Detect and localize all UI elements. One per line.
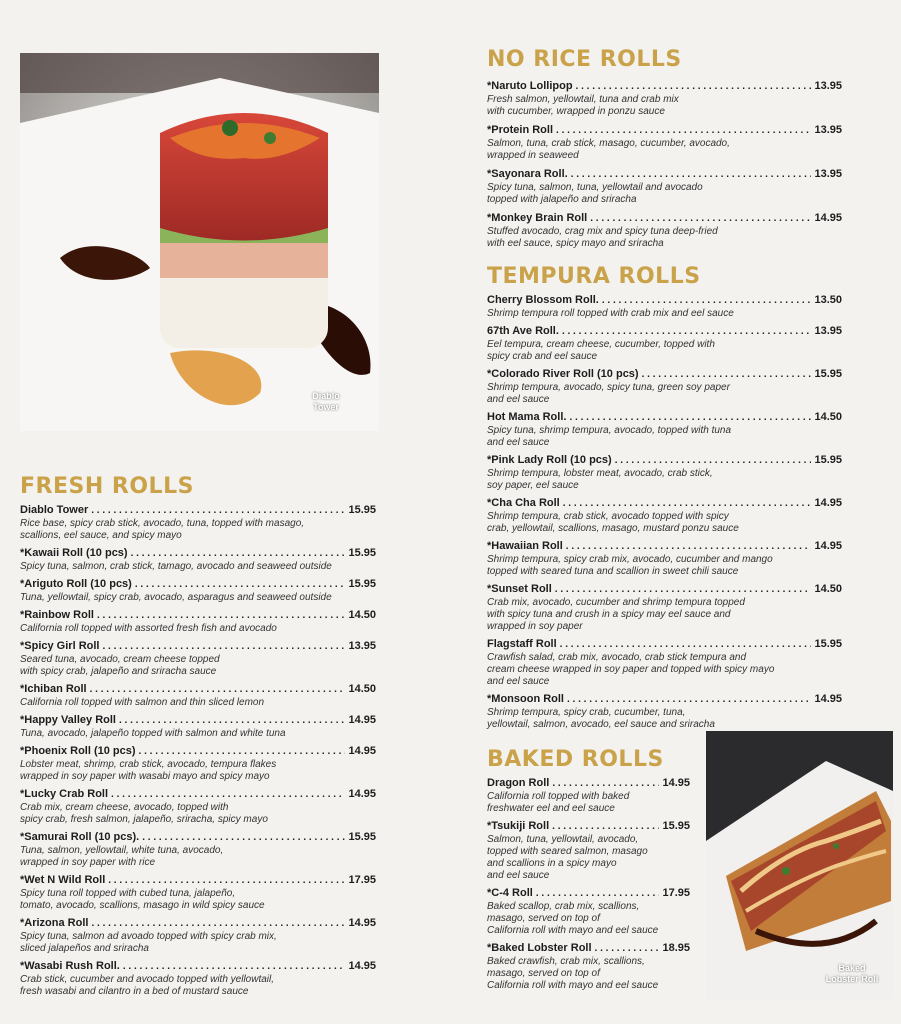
menu-item-description: Crawfish salad, crab mix, avocado, crab stick tempura and cream cheese wrapped in soy paper and topped with spicy mayo and eel sauce	[487, 652, 775, 687]
menu-item-header	[487, 637, 842, 652]
menu-item-name: *Tsukiji Roll	[487, 820, 550, 832]
dot-leader	[563, 497, 812, 511]
baked-lobster-roll-photo	[706, 731, 893, 999]
menu-item-price: 14.95	[814, 693, 842, 705]
menu-item-description: Eel tempura, cream cheese, cucumber, topped with spicy crab and eel sauce	[487, 339, 715, 362]
menu-item-header	[20, 577, 376, 592]
menu-item-price: 14.50	[348, 683, 376, 695]
menu-item-name: *Phoenix Roll (10 pcs)	[20, 745, 136, 757]
menu-item-name: *Happy Valley Roll	[20, 714, 116, 726]
menu-item-header	[20, 682, 376, 697]
menu-item-description: Spicy tuna, salmon ad avoado topped with spicy crab mix, sliced jalapeños and sriracha	[20, 931, 277, 954]
menu-item-price: 15.95	[814, 638, 842, 650]
menu-item-description: Crab mix, cream cheese, avocado, topped with spicy crab, fresh salmon, jalapeño, sriracha, spicy mayo	[20, 802, 268, 825]
menu-item	[487, 941, 690, 992]
dot-leader	[555, 583, 812, 597]
menu-item-price: 17.95	[662, 887, 690, 899]
menu-item-description: Shrimp tempura roll topped with crab mix and eel sauce	[487, 308, 734, 319]
menu-item-header	[487, 79, 842, 94]
dot-leader	[97, 609, 346, 623]
menu-item-header	[487, 324, 842, 339]
menu-item	[487, 582, 842, 633]
menu-item-name: *Ichiban Roll	[20, 683, 87, 695]
menu-item-description: Salmon, tuna, yellowtail, avocado, topped with seared salmon, masago and scallions in a spicy mayo and eel sauce	[487, 834, 648, 881]
menu-item-header	[20, 639, 376, 654]
menu-item-header	[20, 713, 376, 728]
menu-item-price: 14.95	[348, 917, 376, 929]
menu-item-description: California roll topped with assorted fresh fish and avocado	[20, 623, 277, 634]
fresh-rolls-list	[20, 503, 376, 1002]
menu-item	[20, 503, 376, 542]
menu-item	[20, 873, 376, 912]
menu-item	[20, 608, 376, 635]
menu-item-header	[487, 123, 842, 138]
diablo-tower-caption: Diablo Tower	[312, 391, 340, 412]
menu-item-description: Seared tuna, avocado, cream cheese topped with spicy crab, jalapeño and sriracha sauce	[20, 654, 220, 677]
menu-item-name: *Ariguto Roll (10 pcs)	[20, 578, 132, 590]
menu-item-description: Baked scallop, crab mix, scallions, masago, served on top of California roll with mayo and eel sauce	[487, 901, 659, 936]
menu-item	[487, 123, 842, 162]
menu-item-name: *Protein Roll	[487, 124, 554, 136]
menu-item-price: 15.95	[348, 578, 376, 590]
menu-item-price: 14.50	[814, 411, 842, 423]
dot-leader	[90, 683, 346, 697]
menu-item-price: 14.95	[348, 960, 376, 972]
menu-item-name: Dragon Roll	[487, 777, 550, 789]
dot-leader	[139, 745, 346, 759]
menu-item-name: *Rainbow Roll	[20, 609, 94, 621]
menu-item-description: Tuna, salmon, yellowtail, white tuna, avocado, wrapped in soy paper with rice	[20, 845, 224, 868]
menu-item-name: *Pink Lady Roll (10 pcs)	[487, 454, 612, 466]
menu-item-price: 14.95	[814, 212, 842, 224]
menu-item-price: 13.95	[814, 168, 842, 180]
dot-leader	[123, 960, 346, 974]
dot-leader	[615, 454, 812, 468]
menu-item-header	[487, 776, 690, 791]
menu-item-description: Lobster meat, shrimp, crab stick, avocado, tempura flakes wrapped in soy paper with wasabi mayo and spicy mayo	[20, 759, 277, 782]
menu-item-header	[20, 546, 376, 561]
menu-item-description: Stuffed avocado, crag mix and spicy tuna deep-fried with eel sauce, spicy mayo and sriracha	[487, 226, 718, 249]
dot-leader	[552, 777, 659, 791]
tempura-rolls-title: TEMPURA ROLLS	[487, 264, 701, 289]
menu-item	[20, 713, 376, 740]
menu-item-header	[20, 744, 376, 759]
menu-item-price: 14.95	[348, 788, 376, 800]
dot-leader	[569, 411, 811, 425]
menu-item	[20, 682, 376, 709]
menu-item-header	[20, 608, 376, 623]
menu-item-header	[487, 819, 690, 834]
dot-leader	[102, 640, 345, 654]
menu-item-header	[487, 539, 842, 554]
menu-item	[20, 916, 376, 955]
menu-item-price: 15.95	[348, 504, 376, 516]
menu-item-header	[487, 367, 842, 382]
menu-item	[20, 639, 376, 678]
dot-leader	[119, 714, 345, 728]
dot-leader	[91, 504, 345, 518]
menu-item	[487, 539, 842, 578]
menu-item-price: 15.95	[814, 368, 842, 380]
dot-leader	[595, 942, 660, 956]
menu-item-name: *Baked Lobster Roll	[487, 942, 592, 954]
fresh-rolls-title: FRESH ROLLS	[20, 474, 194, 499]
dot-leader	[560, 638, 812, 652]
no-rice-rolls-list	[487, 79, 842, 255]
menu-item-price: 18.95	[662, 942, 690, 954]
menu-item-description: Shrimp tempura, crab stick, avocado topped with spicy crab, yellowtail, scallions, masago, mustard ponzu sauce	[487, 511, 739, 534]
menu-item-header	[487, 211, 842, 226]
menu-item-header	[487, 453, 842, 468]
menu-item	[487, 211, 842, 250]
menu-item-header	[487, 582, 842, 597]
menu-item-name: *Wet N Wild Roll	[20, 874, 106, 886]
dot-leader	[566, 540, 812, 554]
menu-item	[487, 167, 842, 206]
menu-item-name: *Wasabi Rush Roll.	[20, 960, 120, 972]
menu-item-header	[487, 941, 690, 956]
menu-item-price: 14.50	[348, 609, 376, 621]
menu-item-price: 17.95	[348, 874, 376, 886]
dot-leader	[590, 212, 811, 226]
menu-item-name: *Hawaiian Roll	[487, 540, 563, 552]
menu-item-price: 15.95	[662, 820, 690, 832]
menu-item-name: *Sunset Roll	[487, 583, 552, 595]
dot-leader	[576, 80, 812, 94]
menu-item-description: California roll topped with baked freshwater eel and eel sauce	[487, 791, 630, 814]
menu-item-name: Diablo Tower	[20, 504, 89, 516]
dot-leader	[556, 124, 811, 138]
menu-item-name: *C-4 Roll	[487, 887, 533, 899]
menu-item-name: Cherry Blossom Roll.	[487, 294, 599, 306]
menu-item	[20, 787, 376, 826]
menu-item-header	[20, 787, 376, 802]
menu-item-description: Fresh salmon, yellowtail, tuna and crab mix with cucumber, wrapped in ponzu sauce	[487, 94, 679, 117]
menu-item-header	[487, 886, 690, 901]
menu-item-price: 14.95	[348, 745, 376, 757]
menu-item-name: *Naruto Lollipop	[487, 80, 573, 92]
menu-item-description: Crab stick, cucumber and avocado topped with yellowtail, fresh wasabi and cilantro in a bed of mustard sauce	[20, 974, 275, 997]
menu-item-name: Flagstaff Roll	[487, 638, 557, 650]
menu-item-description: Tuna, avocado, jalapeño topped with salmon and white tuna	[20, 728, 286, 739]
menu-item-name: Hot Mama Roll.	[487, 411, 567, 423]
menu-item-description: Rice base, spicy crab stick, avocado, tuna, topped with masago, scallions, eel sauce, and spicy mayo	[20, 518, 305, 541]
menu-item-price: 14.95	[348, 714, 376, 726]
menu-item	[20, 546, 376, 573]
baked-rolls-list	[487, 776, 690, 996]
menu-item-header	[20, 873, 376, 888]
menu-item-description: Shrimp tempura, lobster meat, avocado, crab stick, soy paper, eel sauce	[487, 468, 713, 491]
menu-item-price: 15.95	[348, 831, 376, 843]
menu-item-description: Shrimp tempura, avocado, spicy tuna, green soy paper and eel sauce	[487, 382, 730, 405]
menu-item-header	[20, 830, 376, 845]
menu-item-header	[487, 410, 842, 425]
menu-item-name: *Cha Cha Roll	[487, 497, 560, 509]
menu-item	[487, 293, 842, 320]
menu-item-name: *Sayonara Roll.	[487, 168, 568, 180]
dot-leader	[91, 917, 345, 931]
dot-leader	[562, 325, 812, 339]
menu-item-header	[487, 293, 842, 308]
menu-item-header	[20, 916, 376, 931]
menu-item-name: *Lucky Crab Roll	[20, 788, 109, 800]
menu-item-price: 14.50	[814, 583, 842, 595]
dot-leader	[567, 693, 811, 707]
menu-item-header	[487, 692, 842, 707]
dot-leader	[642, 368, 812, 382]
menu-item-description: Crab mix, avocado, cucumber and shrimp tempura topped with spicy tuna and crush in a spicy may eel sauce and wrapped in soy paper	[487, 597, 745, 632]
menu-item-header	[487, 496, 842, 511]
menu-item-name: *Monsoon Roll	[487, 693, 564, 705]
menu-item	[487, 410, 842, 449]
menu-item-description: Baked crawfish, crab mix, scallions, masago, served on top of California roll with mayo and eel sauce	[487, 956, 659, 991]
menu-item-header	[20, 503, 376, 518]
menu-item	[20, 830, 376, 869]
menu-item-description: Tuna, yellowtail, spicy crab, avocado, asparagus and seaweed outside	[20, 592, 332, 603]
menu-item-name: *Kawaii Roll (10 pcs)	[20, 547, 128, 559]
menu-item-name: *Colorado River Roll (10 pcs)	[487, 368, 639, 380]
dot-leader	[536, 887, 660, 901]
dot-leader	[571, 168, 812, 182]
baked-rolls-title: BAKED ROLLS	[487, 747, 664, 772]
dot-leader	[111, 788, 345, 802]
menu-item-price: 15.95	[348, 547, 376, 559]
diablo-tower-photo	[20, 53, 379, 431]
menu-item	[487, 776, 690, 815]
menu-item-name: *Arizona Roll	[20, 917, 89, 929]
menu-item-price: 14.95	[814, 497, 842, 509]
menu-item	[487, 819, 690, 882]
dot-leader	[142, 831, 345, 845]
tempura-rolls-list	[487, 293, 842, 735]
dot-leader	[131, 547, 346, 561]
dot-leader	[108, 874, 345, 888]
dot-leader	[135, 578, 346, 592]
menu-item-name: *Spicy Girl Roll	[20, 640, 100, 652]
menu-item-description: Spicy tuna, salmon, crab stick, tamago, avocado and seaweed outside	[20, 561, 332, 572]
menu-item-price: 13.95	[348, 640, 376, 652]
baked-lobster-roll-caption: Baked Lobster Roll	[825, 963, 879, 984]
menu-item-description: Spicy tuna, shrimp tempura, avocado, topped with tuna and eel sauce	[487, 425, 732, 448]
menu-item-price: 13.95	[814, 325, 842, 337]
menu-item-price: 14.95	[814, 540, 842, 552]
menu-item-price: 15.95	[814, 454, 842, 466]
menu-item	[487, 886, 690, 937]
menu-item-name: *Monkey Brain Roll	[487, 212, 588, 224]
no-rice-rolls-title: NO RICE ROLLS	[487, 47, 682, 72]
menu-item-price: 13.95	[814, 80, 842, 92]
menu-item-name: *Samurai Roll (10 pcs).	[20, 831, 140, 843]
menu-item-description: California roll topped with salmon and thin sliced lemon	[20, 697, 265, 708]
dot-leader	[602, 294, 812, 308]
menu-item	[487, 79, 842, 118]
menu-item	[487, 692, 842, 731]
menu-item-description: Spicy tuna, salmon, tuna, yellowtail and avocado topped with jalapeño and sriracha	[487, 182, 703, 205]
menu-item	[487, 496, 842, 535]
menu-item	[20, 577, 376, 604]
menu-item-header	[20, 959, 376, 974]
menu-item	[487, 453, 842, 492]
menu-item-description: Salmon, tuna, crab stick, masago, cucumber, avocado, wrapped in seaweed	[487, 138, 730, 161]
menu-item-header	[487, 167, 842, 182]
menu-item-name: 67th Ave Roll.	[487, 325, 559, 337]
menu-item-description: Shrimp tempura, spicy crab mix, avocado, cucumber and mango topped with seared tuna and scallion in sweet chili sauce	[487, 554, 773, 577]
menu-item	[487, 367, 842, 406]
dot-leader	[552, 820, 659, 834]
menu-item	[20, 744, 376, 783]
menu-item-description: Shrimp tempura, spicy crab, cucumber, tuna, yellowtail, salmon, avocado, eel sauce and sriracha	[487, 707, 715, 730]
menu-item-price: 13.95	[814, 124, 842, 136]
menu-item	[487, 637, 842, 688]
menu-item-price: 14.95	[662, 777, 690, 789]
menu-item	[487, 324, 842, 363]
menu-item-price: 13.50	[814, 294, 842, 306]
menu-item-description: Spicy tuna roll topped with cubed tuna, jalapeño, tomato, avocado, scallions, masago in wild spicy sauce	[20, 888, 265, 911]
menu-item	[20, 959, 376, 998]
